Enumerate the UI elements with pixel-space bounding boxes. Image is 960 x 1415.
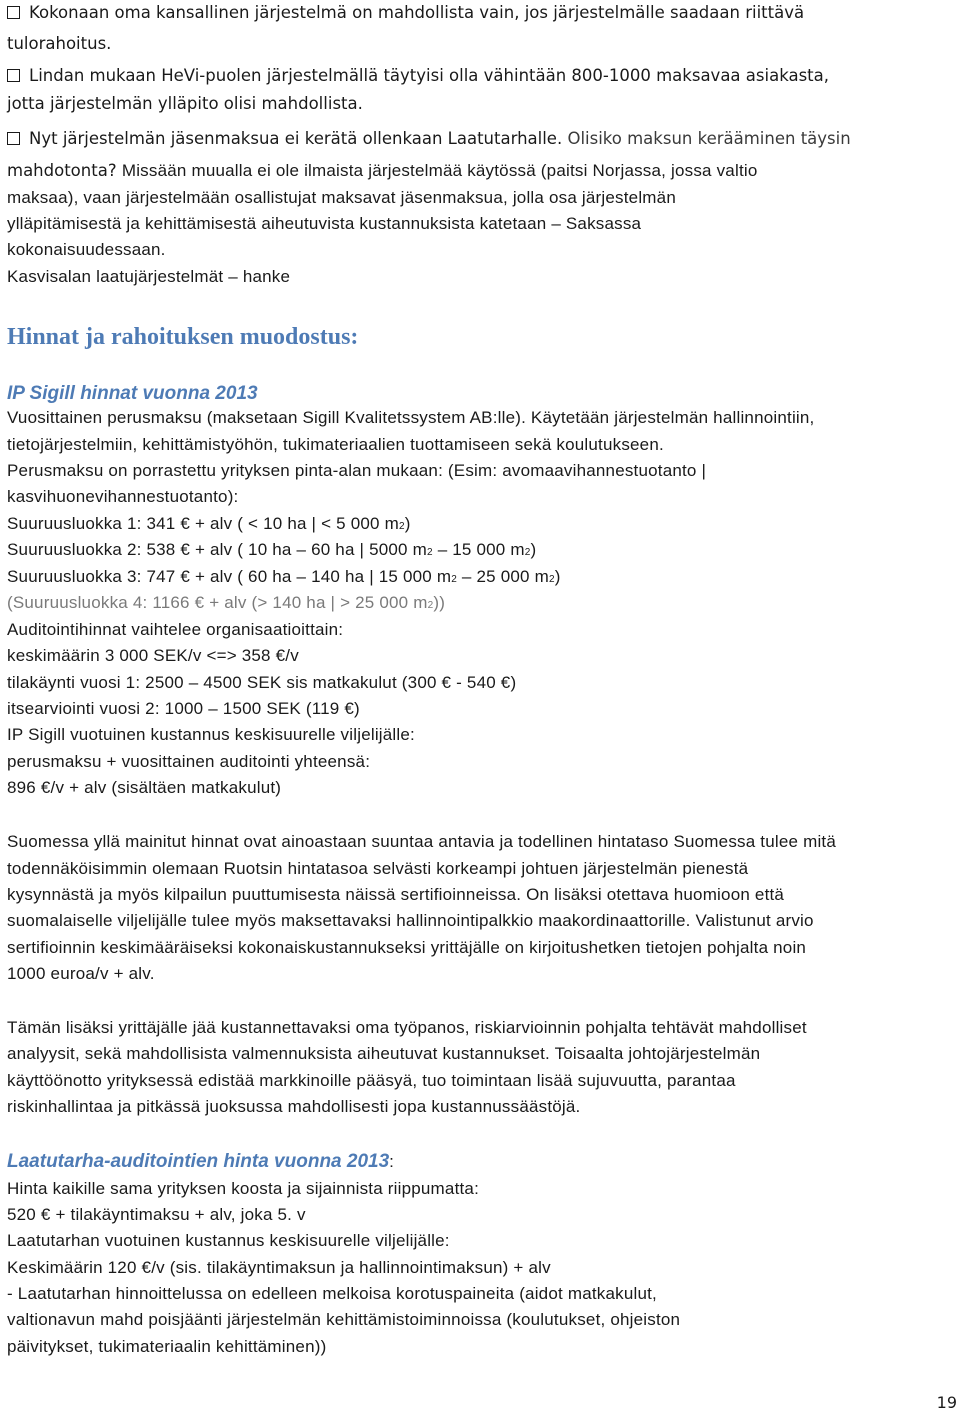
laatutarha-heading: Laatutarha-auditointien hinta vuonna 2013: bbox=[7, 1151, 394, 1172]
page-number: 19 bbox=[936, 1393, 957, 1412]
checkbox-icon bbox=[7, 132, 20, 145]
text-line: itsearviointi vuosi 2: 1000 – 1500 SEK (119 €) bbox=[7, 699, 360, 718]
text-line: 896 €/v + alv (sisältäen matkakulut) bbox=[7, 778, 282, 797]
text-line: kysynnästä ja myös kilpailun puuttumisesta näissä sertifioinneissa. On lisäksi otettava huomioon että bbox=[7, 885, 785, 904]
text-line: suomalaiselle viljelijälle tulee myös maksettavaksi hallinnointipalkkio maakordinaattorille. Valistunut arvio bbox=[7, 911, 814, 930]
text-line: valtionavun mahd poisjäänti järjestelmän kehittämistoiminnoissa (koulutukset, ohjeiston bbox=[7, 1310, 681, 1329]
intro-item-3-line: maksaa), vaan järjestelmään osallistujat maksavat jäsenmaksua, jolla osa järjestelmän bbox=[7, 188, 676, 207]
size-class-4: (Suuruusluokka 4: 1166 € + alv (> 140 ha | > 25 000 m2)) bbox=[7, 593, 446, 612]
text-line: päivitykset, tukimateriaalin kehittäminen)) bbox=[7, 1337, 327, 1356]
section-title: Hinnat ja rahoituksen muodostus: bbox=[7, 324, 359, 350]
intro-item-2-cont: jotta järjestelmän ylläpito olisi mahdollista. bbox=[7, 94, 363, 113]
text-line: Laatutarhan vuotuinen kustannus keskisuurelle viljelijälle: bbox=[7, 1231, 450, 1250]
text-line: analyysit, sekä mahdollisista valmennuksista aiheutuvat kustannukset. Toisaalta johtojärjestelmän bbox=[7, 1044, 761, 1063]
text-line: tilakäynti vuosi 1: 2500 – 4500 SEK sis matkakulut (300 € - 540 €) bbox=[7, 673, 517, 692]
text-line: IP Sigill vuotuinen kustannus keskisuurelle viljelijälle: bbox=[7, 725, 415, 744]
text-line: - Laatutarhan hinnoittelussa on edelleen melkoisa korotuspaineita (aidot matkakulut, bbox=[7, 1284, 657, 1303]
text-line: Perusmaksu on porrastettu yrityksen pinta-alan mukaan: (Esim: avomaavihannestuotanto | bbox=[7, 461, 707, 480]
checkbox-icon bbox=[7, 69, 20, 82]
project-line: Kasvisalan laatujärjestelmät – hanke bbox=[7, 267, 291, 286]
size-class-1: Suuruusluokka 1: 341 € + alv ( < 10 ha | < 5 000 m2) bbox=[7, 514, 411, 533]
text-line: todennäköisimmin olemaan Ruotsin hintatasoa selvästi korkeampi johtuen järjestelmän pienestä bbox=[7, 859, 749, 878]
text-line: keskimäärin 3 000 SEK/v <=> 358 €/v bbox=[7, 646, 299, 665]
intro-item-3-cont: mahdotonta? Missään muualla ei ole ilmaista järjestelmää käytössä (paitsi Norjassa, jossa valtio bbox=[7, 161, 758, 180]
text-line: perusmaksu + vuosittainen auditointi yhteensä: bbox=[7, 752, 371, 771]
text-line: riskinhallintaa ja pitkässä juoksussa mahdollisesti jopa kustannussäästöjä. bbox=[7, 1097, 581, 1116]
intro-item-3-line: ylläpitämisestä ja kehittämisestä aiheutuvista kustannuksista katetaan – Saksassa bbox=[7, 214, 642, 233]
ip-sigill-heading: IP Sigill hinnat vuonna 2013 bbox=[7, 383, 258, 404]
text-line: Hinta kaikille sama yrityksen koosta ja sijainnista riippumatta: bbox=[7, 1179, 479, 1198]
size-class-3: Suuruusluokka 3: 747 € + alv ( 60 ha – 140 ha | 15 000 m2 – 25 000 m2) bbox=[7, 567, 561, 586]
text-line: 520 € + tilakäyntimaksu + alv, joka 5. v bbox=[7, 1205, 306, 1224]
checkbox-icon bbox=[7, 6, 20, 19]
text-line: käyttöönotto yrityksessä edistää markkinoille pääsyä, tuo toimintaan lisää sujuvuutta, parantaa bbox=[7, 1071, 736, 1090]
text-line: sertifioinnin keskimääräiseksi kokonaiskustannukseksi yrittäjälle on kirjoitushetken tietojen pohjalta noin bbox=[7, 938, 807, 957]
text-line: Vuosittainen perusmaksu (maksetaan Sigill Kvalitetssystem AB:lle). Käytetään järjestelmän hallinnointiin, bbox=[7, 408, 815, 427]
intro-item-1-cont: tulorahoitus. bbox=[7, 34, 112, 53]
text-line: Keskimäärin 120 €/v (sis. tilakäyntimaksun ja hallinnointimaksun) + alv bbox=[7, 1258, 551, 1277]
text-line: Tämän lisäksi yrittäjälle jää kustannettavaksi oma työpanos, riskiarvioinnin pohjalta tehtävät mahdolliset bbox=[7, 1018, 807, 1037]
text-line: kasvihuonevihannestuotanto): bbox=[7, 487, 239, 506]
text-line: tietojärjestelmiin, kehittämistyöhön, tukimateriaalien tuottamiseen sekä koulutukseen. bbox=[7, 435, 664, 454]
intro-item-1: Kokonaan oma kansallinen järjestelmä on mahdollista vain, jos järjestelmälle saadaan riittävä bbox=[7, 0, 804, 26]
intro-item-3-line: kokonaisuudessaan. bbox=[7, 240, 166, 259]
text-line: Suomessa yllä mainitut hinnat ovat ainoastaan suuntaa antavia ja todellinen hintataso Suomessa tulee mitä bbox=[7, 832, 837, 851]
intro-item-3: Nyt järjestelmän jäsenmaksua ei kerätä ollenkaan Laatutarhalle. Olisiko maksun kerääminen täysin bbox=[7, 126, 851, 152]
text-line: 1000 euroa/v + alv. bbox=[7, 964, 155, 983]
text-line: Auditointihinnat vaihtelee organisaatioittain: bbox=[7, 620, 344, 639]
size-class-2: Suuruusluokka 2: 538 € + alv ( 10 ha – 60 ha | 5000 m2 – 15 000 m2) bbox=[7, 540, 537, 559]
intro-item-2: Lindan mukaan HeVi-puolen järjestelmällä täytyisi olla vähintään 800-1000 maksavaa asiakasta, bbox=[7, 63, 829, 89]
